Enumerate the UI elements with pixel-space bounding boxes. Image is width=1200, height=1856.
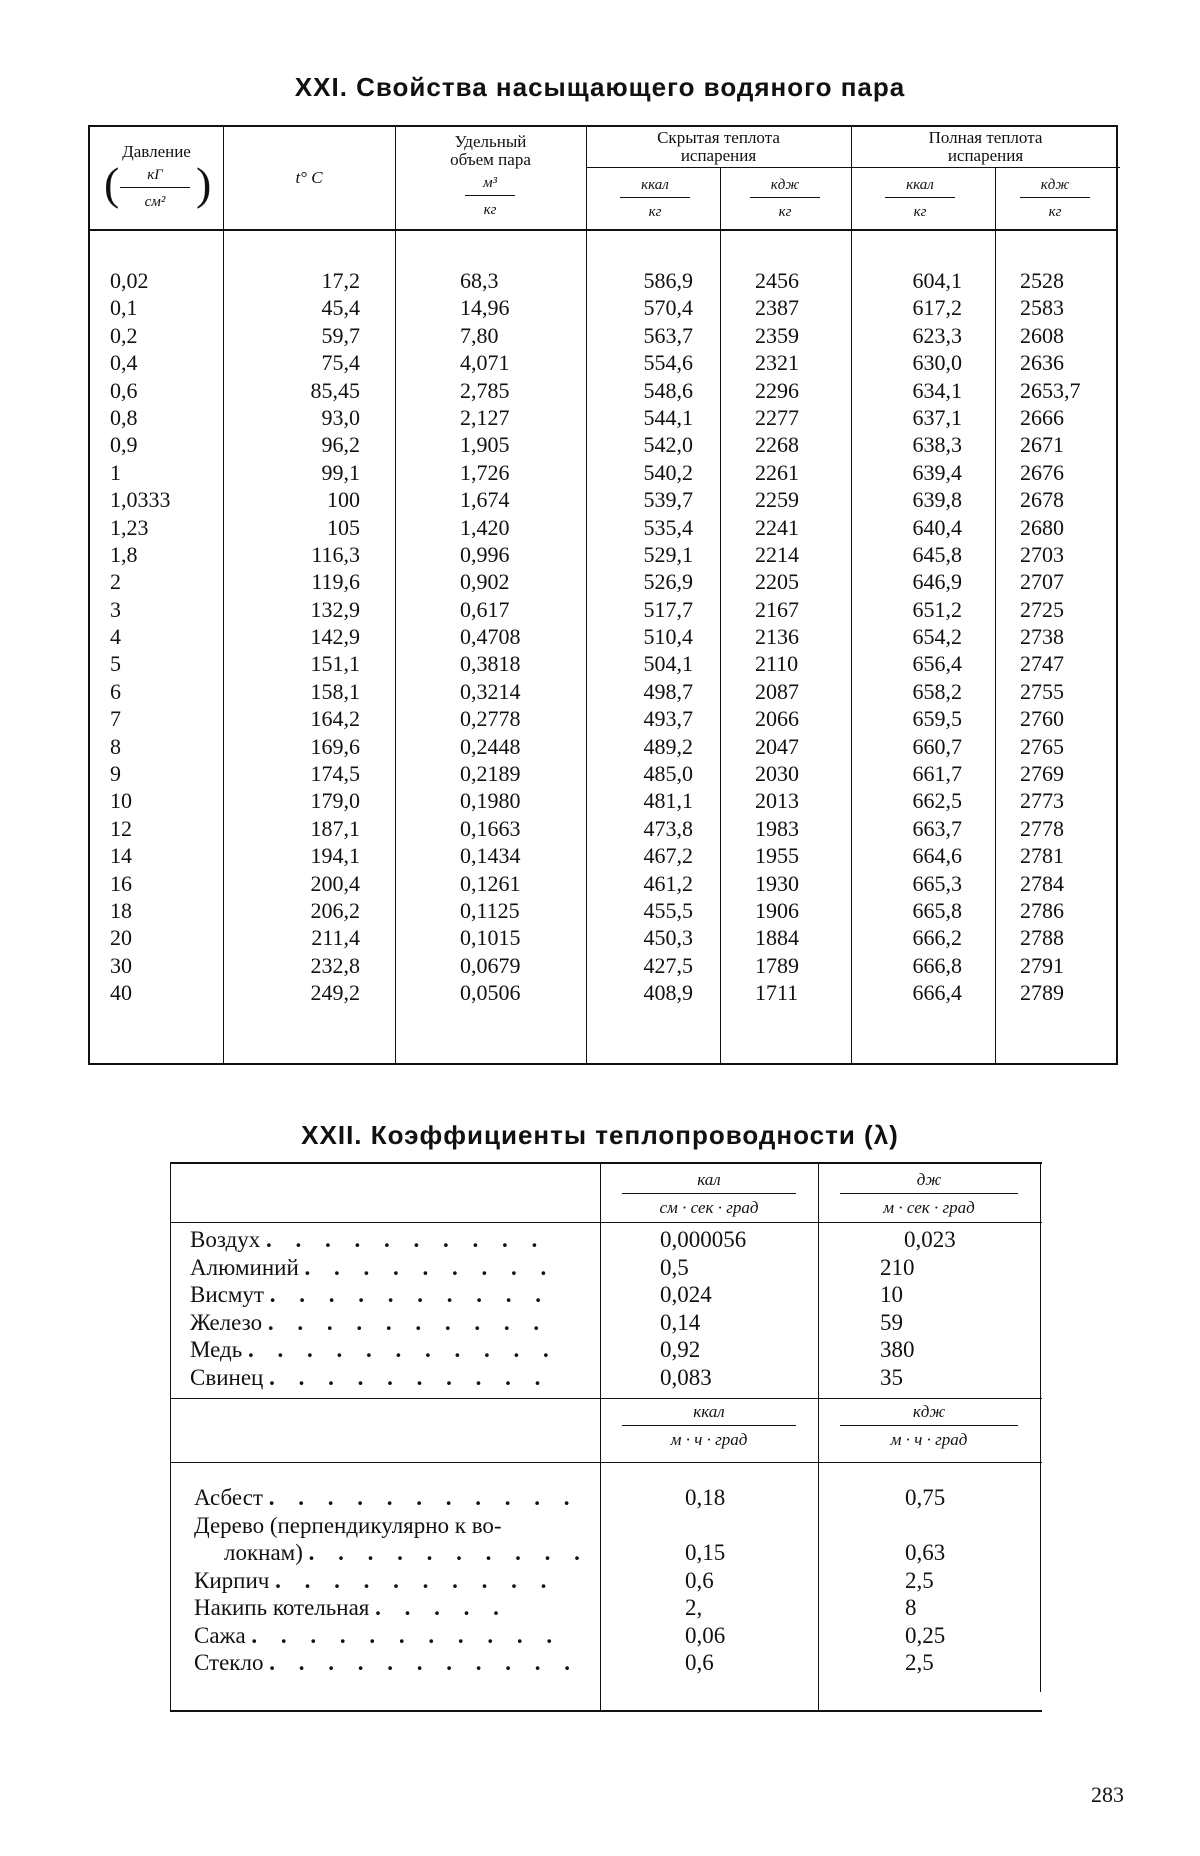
table-cell: 504,1: [643, 651, 693, 677]
table-cell: 485,0: [643, 761, 693, 787]
table-cell: 164,2: [310, 706, 360, 732]
table-cell: 0,2189: [460, 761, 521, 787]
unit-cal-cm-sec: кал см · сек · град: [600, 1170, 818, 1218]
table-cell: 2241: [755, 514, 799, 540]
material-row: локнам) . . . . . . . . . .: [224, 1540, 589, 1565]
volume-header-line2: объем пара: [450, 150, 531, 169]
table-cell: 2047: [755, 733, 799, 759]
table-cell: 408,9: [643, 980, 693, 1006]
table-cell: 665,3: [912, 870, 962, 896]
table-cell: 1906: [755, 897, 799, 923]
table-cell: 651,2: [912, 596, 962, 622]
table-cell: 2268: [755, 432, 799, 458]
table-cell: 2786: [1020, 897, 1064, 923]
table-cell: 200,4: [310, 870, 360, 896]
table-cell: 187,1: [310, 815, 360, 841]
table-cell: 2725: [1020, 596, 1064, 622]
table-cell: 2087: [755, 678, 799, 704]
table-cell: 656,4: [912, 651, 962, 677]
table-cell: 116,3: [311, 541, 360, 567]
table-cell: 540,2: [643, 459, 693, 485]
group1-col-b: 0,023 210 10 59 380 35: [880, 1227, 956, 1390]
latent-kj-unit: кдж кг: [750, 177, 820, 221]
table-cell: 662,5: [912, 788, 962, 814]
table-cell: 2,785: [460, 377, 510, 403]
material-row: Алюминий . . . . . . . . .: [190, 1254, 556, 1280]
table-cell: 526,9: [643, 569, 693, 595]
table-cell: 96,2: [321, 432, 360, 458]
total-kcal-column: [860, 267, 962, 1007]
group2-materials: [194, 1484, 589, 1677]
table-cell: 0,1980: [460, 788, 521, 814]
unit-kcal-m-h: ккал м · ч · град: [600, 1402, 818, 1450]
table-cell: 45,4: [321, 295, 360, 321]
table-cell: 645,8: [912, 541, 962, 567]
table-cell: 2030: [755, 761, 799, 787]
table-cell: 7,80: [460, 322, 499, 348]
material-row: Висмут . . . . . . . . . .: [190, 1282, 550, 1307]
table-cell: 3: [110, 596, 121, 622]
pressure-column: [110, 267, 171, 1007]
table-cell: 68,3: [460, 268, 499, 293]
page-number: 283: [1091, 1782, 1124, 1807]
table-cell: 2680: [1020, 514, 1064, 540]
table-cell: 158,1: [310, 678, 360, 704]
table-cell: 0,02: [110, 268, 149, 293]
table-cell: 658,2: [912, 678, 962, 704]
table-cell: 2781: [1020, 843, 1064, 869]
table-cell: 661,7: [912, 761, 962, 787]
material-row: Кирпич . . . . . . . . . .: [194, 1567, 556, 1593]
pressure-unit: кГ см²: [120, 167, 190, 211]
pressure-header: Давление: [122, 142, 191, 161]
table-cell: 586,9: [643, 268, 693, 293]
table-cell: 119,6: [311, 569, 360, 595]
table-cell: 0,1015: [460, 925, 521, 951]
table-cell: 7: [110, 706, 121, 732]
table-cell: 0,4708: [460, 624, 521, 650]
table-cell: 14: [110, 843, 132, 869]
table-cell: 2769: [1020, 761, 1064, 787]
material-row: Накипь котельная . . . . .: [194, 1595, 508, 1620]
table-cell: 2013: [755, 788, 799, 814]
table-cell: 1,726: [460, 459, 510, 485]
table-cell: 2528: [1020, 268, 1064, 293]
temperature-column: [240, 267, 360, 1007]
table-cell: 6: [110, 678, 121, 704]
total-kj-unit: кдж кг: [1020, 177, 1090, 221]
material-row: Дерево (перпендикулярно к во-: [194, 1512, 502, 1538]
table-cell: 493,7: [643, 706, 693, 732]
table-cell: 132,9: [310, 596, 360, 622]
table-cell: 461,2: [643, 870, 693, 896]
table-cell: 93,0: [321, 404, 360, 430]
table-cell: 85,45: [310, 377, 360, 403]
table-cell: 2778: [1020, 815, 1064, 841]
total-kj-column: [1020, 267, 1081, 1007]
table-cell: 1,905: [460, 432, 510, 458]
table-cell: 0,1434: [460, 843, 521, 869]
table-cell: 151,1: [310, 651, 360, 677]
table-cell: 2261: [755, 459, 799, 485]
table-cell: 2259: [755, 487, 799, 513]
table-cell: 2: [110, 569, 121, 595]
unit-kj-m-h: кдж м · ч · град: [818, 1402, 1040, 1450]
table-cell: 40: [110, 980, 132, 1006]
table-cell: 30: [110, 952, 132, 978]
table-cell: 0,617: [460, 596, 510, 622]
table-cell: 563,7: [643, 322, 693, 348]
table-cell: 0,3214: [460, 678, 521, 704]
material-row: Асбест . . . . . . . . . . .: [194, 1485, 579, 1510]
table-cell: 18: [110, 897, 132, 923]
table-cell: 2277: [755, 404, 799, 430]
table-cell: 2666: [1020, 404, 1064, 430]
material-row: Медь . . . . . . . . . . .: [190, 1337, 558, 1362]
table-cell: 1,0333: [110, 487, 171, 513]
table-cell: 1,23: [110, 514, 149, 540]
table-cell: 427,5: [643, 952, 693, 978]
table-cell: 16: [110, 870, 132, 896]
table-cell: 639,4: [912, 459, 962, 485]
table-cell: 554,6: [643, 350, 693, 376]
table-cell: 2136: [755, 624, 799, 650]
total-header-line1: Полная теплота: [928, 128, 1043, 147]
table-cell: 2,127: [460, 404, 510, 430]
table-cell: 639,8: [912, 487, 962, 513]
table-cell: 99,1: [321, 459, 360, 485]
table-cell: 2707: [1020, 569, 1064, 595]
table-21-title: XXI. Свойства насыщающего водяного пара: [294, 72, 906, 102]
table-cell: 0,0506: [460, 980, 521, 1006]
table-cell: 548,6: [643, 377, 693, 403]
table-cell: 544,1: [643, 404, 693, 430]
table-cell: 232,8: [310, 952, 360, 978]
table-cell: 1: [110, 459, 121, 485]
table-cell: 498,7: [643, 678, 693, 704]
table-cell: 2653,7: [1020, 377, 1081, 403]
table-cell: 1955: [755, 843, 799, 869]
table-cell: 0,3818: [460, 651, 521, 677]
table-cell: 535,4: [643, 514, 693, 540]
total-kcal-unit: ккал кг: [885, 177, 955, 221]
table-cell: 0,2448: [460, 733, 521, 759]
table-cell: 211,4: [311, 925, 360, 951]
table-cell: 666,8: [912, 952, 962, 978]
table-cell: 249,2: [310, 980, 360, 1006]
material-row: Сажа . . . . . . . . . . .: [194, 1622, 562, 1648]
table-cell: 481,1: [643, 788, 693, 814]
table-cell: 0,1261: [460, 870, 521, 896]
table-cell: 2636: [1020, 350, 1064, 376]
table-cell: 0,0679: [460, 952, 521, 978]
table-cell: 659,5: [912, 706, 962, 732]
latent-kj-column: [755, 267, 799, 1007]
table-cell: 2608: [1020, 322, 1064, 348]
table-cell: 473,8: [643, 815, 693, 841]
latent-header-line2: испарения: [680, 146, 757, 165]
table-cell: 666,2: [912, 925, 962, 951]
table-cell: 666,4: [912, 980, 962, 1006]
table-cell: 663,7: [912, 815, 962, 841]
table-cell: 0,902: [460, 569, 510, 595]
group2-col-b: 0,75 0,63 2,5 8 0,25 2,5: [905, 1485, 946, 1675]
table-cell: 2110: [755, 651, 799, 677]
table-cell: 638,3: [912, 432, 962, 458]
table-cell: 467,2: [643, 843, 693, 869]
table-cell: 0,1: [110, 295, 138, 321]
volume-column: [460, 267, 521, 1007]
table-cell: 0,1125: [460, 897, 520, 923]
table-cell: 539,7: [643, 487, 693, 513]
table-cell: 0,8: [110, 404, 138, 430]
table-cell: 664,6: [912, 843, 962, 869]
table-cell: 2703: [1020, 541, 1064, 567]
table-cell: 4,071: [460, 350, 510, 376]
table-cell: 2788: [1020, 925, 1064, 951]
table-cell: 2773: [1020, 788, 1064, 814]
table-cell: 665,8: [912, 897, 962, 923]
table-cell: 2784: [1020, 870, 1064, 896]
material-row: Стекло . . . . . . . . . . .: [194, 1650, 579, 1675]
unit-j-m-sec: дж м · сек · град: [818, 1170, 1040, 1218]
table-cell: 0,2: [110, 322, 138, 348]
table-cell: 0,6: [110, 377, 138, 403]
table-cell: 206,2: [310, 897, 360, 923]
table-cell: 1983: [755, 815, 799, 841]
table-cell: 2747: [1020, 651, 1064, 677]
table-cell: 489,2: [643, 733, 693, 759]
table-cell: 2066: [755, 706, 799, 732]
latent-kcal-unit: ккал кг: [620, 177, 690, 221]
table-cell: 2789: [1020, 980, 1064, 1006]
table-cell: 617,2: [912, 295, 962, 321]
table-cell: 634,1: [912, 377, 962, 403]
volume-header-line1: Удельный: [454, 132, 527, 151]
table-cell: 604,1: [912, 268, 962, 293]
table-cell: 194,1: [310, 843, 360, 869]
table-cell: 8: [110, 733, 121, 759]
table-cell: 105: [327, 514, 360, 540]
table-cell: 9: [110, 761, 121, 787]
table-cell: 17,2: [321, 268, 360, 293]
table-cell: 2387: [755, 295, 799, 321]
thermal-conductivity-table: [170, 1162, 1042, 1712]
table-cell: 510,4: [643, 624, 693, 650]
table-cell: 2359: [755, 322, 799, 348]
table-cell: 142,9: [310, 624, 360, 650]
material-row: Воздух . . . . . . . . . .: [190, 1227, 547, 1252]
group2-col-a: 0,18 0,15 0,6 2, 0,06 0,6: [685, 1485, 726, 1675]
table-cell: 0,2778: [460, 706, 521, 732]
table-cell: 2214: [755, 541, 799, 567]
table-cell: 654,2: [912, 624, 962, 650]
group1-materials: [190, 1226, 558, 1391]
table-cell: 1711: [755, 980, 799, 1006]
table-cell: 0,1663: [460, 815, 521, 841]
latent-kcal-column: [590, 267, 693, 1007]
table-cell: 2167: [755, 596, 799, 622]
table-cell: 570,4: [643, 295, 693, 321]
table-cell: 2671: [1020, 432, 1064, 458]
table-cell: 2678: [1020, 487, 1064, 513]
table-cell: 2296: [755, 377, 799, 403]
table-cell: 660,7: [912, 733, 962, 759]
table-cell: 2760: [1020, 706, 1064, 732]
table-cell: 2456: [755, 268, 799, 293]
volume-unit: м³ кг: [465, 175, 515, 219]
table-cell: 2791: [1020, 952, 1064, 978]
material-row: Свинец . . . . . . . . . .: [190, 1364, 550, 1390]
table-cell: 0,4: [110, 350, 138, 376]
table-cell: 12: [110, 815, 132, 841]
group1-col-a: 0,000056 0,5 0,024 0,14 0,92 0,083: [660, 1227, 747, 1390]
table-cell: 630,0: [912, 350, 962, 376]
table-cell: 1,674: [460, 487, 510, 513]
table-cell: 179,0: [310, 788, 360, 814]
table-cell: 1789: [755, 952, 799, 978]
table-cell: 646,9: [912, 569, 962, 595]
table-cell: 59,7: [321, 322, 360, 348]
material-row: Железо . . . . . . . . . .: [190, 1309, 549, 1335]
table-cell: 100: [327, 487, 360, 513]
table-cell: 0,9: [110, 432, 138, 458]
table-cell: 623,3: [912, 322, 962, 348]
table-cell: 2205: [755, 569, 799, 595]
table-cell: 20: [110, 925, 132, 951]
right-paren: ): [196, 158, 212, 209]
table-cell: 2755: [1020, 678, 1064, 704]
table-cell: 0,996: [460, 541, 510, 567]
table-cell: 2676: [1020, 459, 1064, 485]
total-header-line2: испарения: [947, 146, 1024, 165]
table-cell: 10: [110, 788, 132, 814]
temperature-header: t° C: [295, 168, 323, 187]
table-cell: 2765: [1020, 733, 1064, 759]
table-cell: 455,5: [643, 897, 693, 923]
latent-header-line1: Скрытая теплота: [657, 128, 780, 147]
table-cell: 2583: [1020, 295, 1064, 321]
table-cell: 1,8: [110, 541, 138, 567]
table-cell: 5: [110, 651, 121, 677]
table-cell: 517,7: [643, 596, 693, 622]
table-cell: 4: [110, 624, 121, 650]
table-cell: 1884: [755, 925, 799, 951]
table-cell: 542,0: [643, 432, 693, 458]
table-cell: 637,1: [912, 404, 962, 430]
table-cell: 640,4: [912, 514, 962, 540]
table-cell: 2738: [1020, 624, 1064, 650]
table-cell: 529,1: [643, 541, 693, 567]
table-cell: 450,3: [643, 925, 693, 951]
table-cell: 1930: [755, 870, 799, 896]
table-22-title: XXII. Коэффициенты теплопроводности (λ): [301, 1120, 899, 1150]
table-cell: 169,6: [310, 733, 360, 759]
table-cell: 14,96: [460, 295, 510, 321]
left-paren: (: [104, 158, 120, 209]
table-cell: 2321: [755, 350, 799, 376]
table-cell: 75,4: [321, 350, 360, 376]
table-cell: 174,5: [310, 761, 360, 787]
steam-properties-table: [88, 125, 1118, 1065]
table-cell: 1,420: [460, 514, 510, 540]
